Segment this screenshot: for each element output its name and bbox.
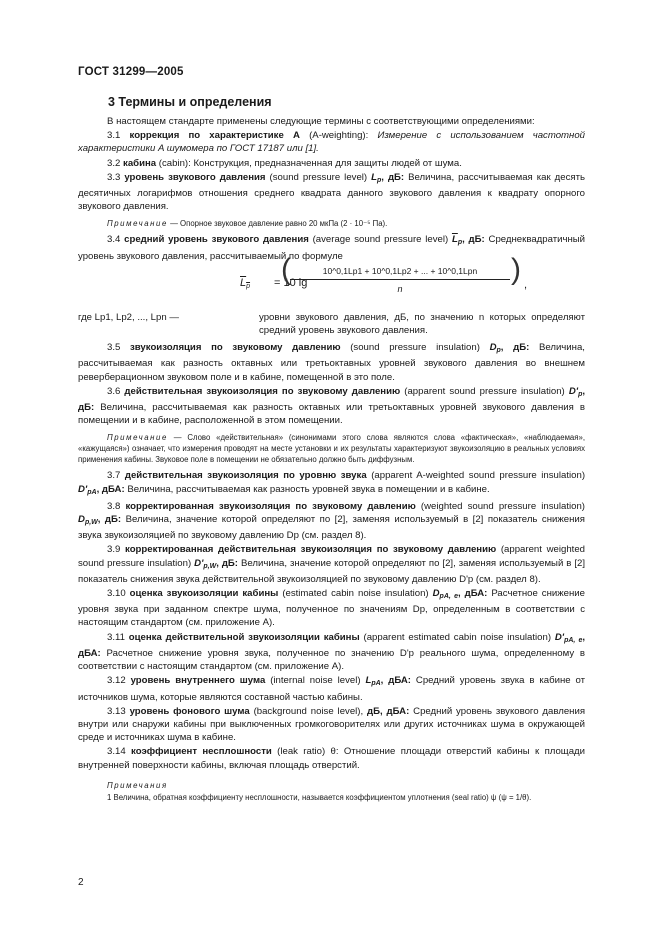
section-title: 3 Термины и определения (108, 95, 272, 109)
formula-denominator: n (397, 283, 403, 294)
term-3-14: 3.14 коэффициент несплошности (leak ratio) θ: Отношение площади отверстий кабины к площади внутренней поверхности кабины, включая площадь отверстий. (78, 746, 585, 771)
term-3-7: 3.7 действительная звукоизоляция по уровню звука (apparent A-weighted sound pressure insulation) $D'_{pA}$, дБА: Величина, рассчитываемая как разность уровней звука в помещении и в кабине. (78, 470, 586, 496)
formula-comma: , (524, 278, 528, 291)
term-3-2: 3.2 кабина (cabin): Конструкция, предназначенная для защиты людей от шума. (107, 157, 462, 169)
formula-paren-right: ) (511, 252, 521, 286)
term-3-6: 3.6 действительная звукоизоляция по звуковому давлению (apparent sound pressure insulation) $D'_p$, дБ: Величина, рассчитываемая как разность октавных или третьоктавных уровней звукового давления в помещении и в кабине, расположенной в этом помещении. (78, 385, 586, 427)
intro-paragraph: В настоящем стандарте применены следующие термины с соответствующими определениями: (107, 116, 535, 127)
average-level-formula (78, 252, 585, 309)
where-symbols: где Lp1, Lp2, ..., Lpn — (78, 311, 179, 323)
formula-numerator: 10^0,1Lp1 + 10^0,1Lp2 + ... + 10^0,1Lpn (322, 265, 478, 276)
term-3-12: 3.12 уровень внутреннего шума (internal noise level) $L_{pA}$, дБА: Средний уровень звука в кабине от источников шума, которые являются составной частью кабины. (78, 675, 586, 703)
formula-fraction-line (290, 279, 510, 280)
note-3-6: Примечание — Слово «действительная» (синонимами этого слова являются слова «фактическая», «наблюдаемая», «кажущаяся») означает, что измерения проводят на месте установки и их результаты характеризуют звукоизоляцию в реальных условиях применения кабины. Звуковое поле в помещении не обязательно должно быть диффузным. (78, 433, 585, 465)
note-item-1: 1 Величина, обратная коэффициенту несплошности, называется коэффициентом уплотнения (seal ratio) ψ (ψ = 1/θ). (107, 792, 532, 802)
term-3-4: 3.4 средний уровень звукового давления (average sound pressure level) $\overline{L}_p$, дБ: Среднеквадратичный уровень звукового давления, рассчитываемый по формуле (78, 234, 586, 262)
document-header: ГОСТ 31299—2005 (78, 66, 184, 78)
note-3-3: Примечание — Опорное звуковое давление равно 20 мкПа (2 · 10⁻⁵ Па). (107, 219, 388, 229)
term-3-11: 3.11 оценка действительной звукоизоляции кабины (apparent estimated cabin noise insulation) $D'_{pA, e}$, дБА: Расчетное снижение уровня звука, полученное по значению D'p реального шума, определенному в соответствии с настоящим стандартом (см. приложение А). (78, 631, 586, 673)
document-body (78, 115, 585, 807)
term-3-10: 3.10 оценка звукоизоляции кабины (estimated cabin noise insulation) $D_{pA, e}$, дБА: Расчетное снижение уровня звука при заданном спектре шума, полученное по значениям Dp, определенным в соответствии с настоящим стандартом (см. приложение А). (78, 588, 585, 629)
formula-eq: = 10 lg (274, 276, 308, 289)
term-3-9: 3.9 корректированная действительная звукоизоляция по звуковому давлению (apparent weighted sound pressure insulation) $D'_{p,W}$, дБ: Величина, значение которой определяют по [2], заменяя используемый в [2] показатель снижения звука действительной звукоизоляцией по звуковому давлению D'p (см. раздел 8). (78, 544, 586, 585)
term-3-1: 3.1 коррекция по характеристике A (A-weighting): Измерение с использованием частотной характеристики A шумомера по ГОСТ 17187 или [1]. (78, 130, 585, 155)
term-3-8: 3.8 корректированная звукоизоляция по звуковому давлению (weighted sound pressure insulation) $D_{p,W}$, дБ: Величина, значение которой определяют по [2], заменяя используемый в [2] показатель снижения звука звукоизоляцией по звуковому давлению Dp (см. раздел 8). (78, 500, 585, 542)
term-3-5: 3.5 звукоизоляция по звуковому давлению (sound pressure insulation) $D_p$, дБ: Величина, рассчитываемая как разность октавных или третьоктавных уровней звукового давления во внешнем реверберационном звуковом поле и в кабине, помещенной в это поле. (78, 342, 585, 383)
formula-paren-left: ( (281, 252, 291, 286)
term-3-3: 3.3 уровень звукового давления (sound pressure level) $L_p$, дБ: Величина, рассчитываемая как десять десятичных логарифмов отношения среднего квадрата данного звукового давления к квадрату опорного звукового давления. (78, 171, 585, 213)
where-text: уровни звукового давления, дБ, по значению n которых определяют средний уровень звукового давления. (259, 311, 585, 337)
notes-heading: Примечания (107, 780, 168, 790)
page-number: 2 (78, 877, 84, 888)
formula-where-clause (78, 311, 585, 337)
formula-lhs: $L_p$ (240, 276, 251, 290)
term-3-13: 3.13 уровень фонового шума (background noise level), дБ, дБА: Средний уровень звукового давления внутри или снаружи кабины при выключенных громкоговорителях или других источниках шума в окружающей среде и источниках шума в кабине. (78, 705, 586, 744)
